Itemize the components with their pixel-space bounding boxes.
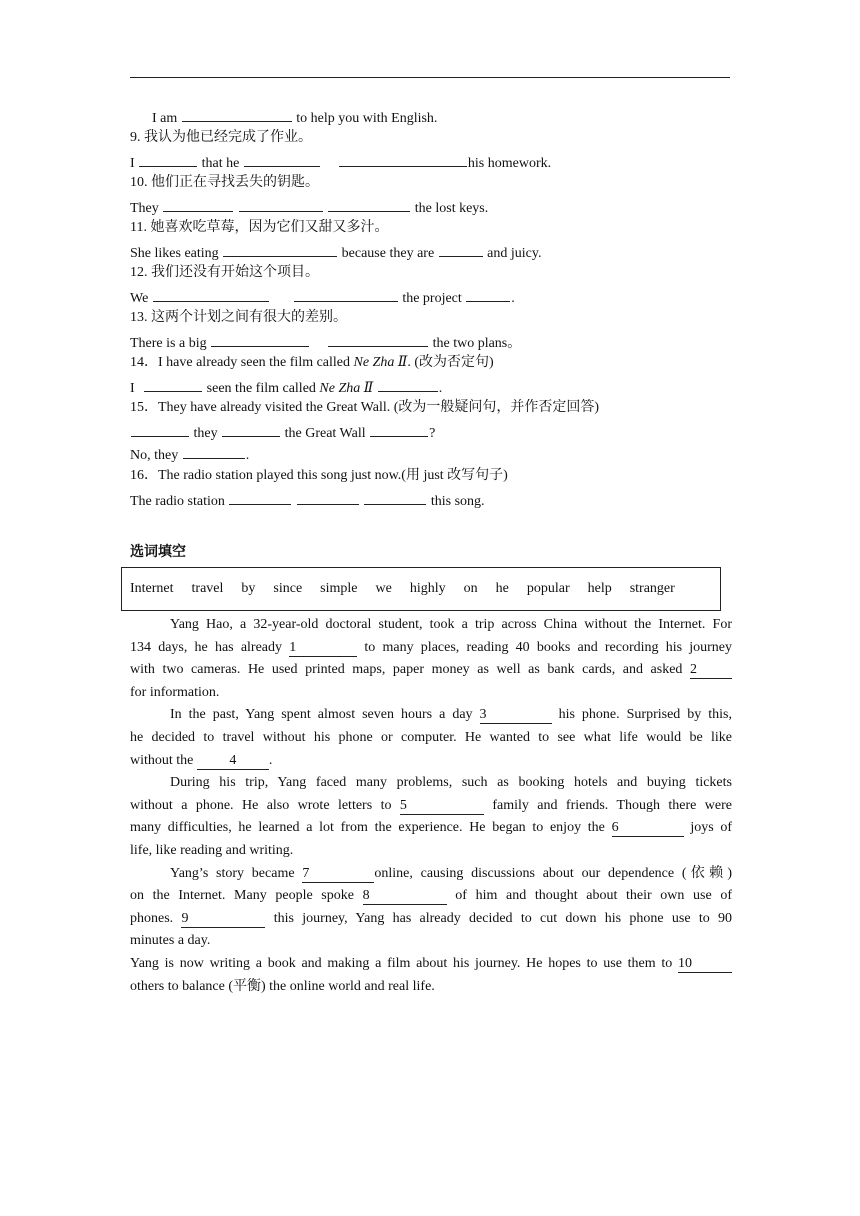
answer-blank[interactable] — [339, 152, 467, 167]
blank-8[interactable]: 8 — [363, 888, 447, 905]
word-bank-box — [121, 567, 721, 611]
passage-line: without the 4 . — [130, 752, 273, 768]
word-bank-item: help — [587, 581, 612, 596]
passage-line: he decided to travel without his phone or computer. He wanted to see what life would be like — [130, 729, 732, 745]
answer-blank[interactable] — [378, 377, 438, 392]
passage-line: without a phone. He also wrote letters to 5 family and friends. Though there were — [130, 797, 733, 813]
q13-prompt: 13. 这两个计划之间有很大的差别。 — [130, 310, 347, 325]
blank-10[interactable]: 10 — [678, 956, 732, 973]
q10-prompt: 10. 他们正在寻找丢失的钥匙。 — [130, 175, 319, 190]
passage-line: on the Internet. Many people spoke 8 of him and thought about their own use of — [130, 888, 733, 904]
word-bank-item: we — [375, 581, 392, 596]
answer-blank[interactable] — [239, 197, 323, 212]
word-bank-item: popular — [526, 581, 570, 596]
word-bank-item: he — [495, 581, 509, 596]
blank-9[interactable]: 9 — [181, 911, 265, 928]
answer-blank[interactable] — [131, 422, 189, 437]
q10-answer-line: They the lost keys. — [130, 197, 732, 218]
answer-blank[interactable] — [223, 242, 337, 257]
q14-prompt: 14．I have already seen the film called Ne Zha Ⅱ. (改为否定句) — [130, 355, 494, 370]
word-bank-item: simple — [320, 581, 358, 596]
q12-prompt: 12. 我们还没有开始这个项目。 — [130, 265, 319, 280]
answer-blank[interactable] — [328, 332, 428, 347]
answer-blank[interactable] — [163, 197, 233, 212]
passage-line: many difficulties, he learned a lot from the experience. He began to enjoy the 6 joys of — [130, 820, 733, 836]
q12-answer-line: We the project . — [130, 287, 732, 308]
word-bank-item: since — [273, 581, 303, 596]
answer-blank[interactable] — [182, 107, 292, 122]
answer-blank[interactable] — [222, 422, 280, 437]
passage-line: minutes a day. — [130, 933, 211, 949]
q14-answer-line: I seen the film called Ne Zha Ⅱ . — [130, 377, 732, 398]
answer-blank[interactable] — [297, 490, 359, 505]
q11-answer-line: She likes eating because they are and juicy. — [130, 242, 732, 263]
passage — [130, 614, 732, 998]
answer-blank[interactable] — [211, 332, 309, 347]
blank-3[interactable]: 3 — [480, 707, 552, 724]
answer-blank[interactable] — [439, 242, 483, 257]
header-rule — [130, 77, 730, 78]
answer-blank[interactable] — [183, 444, 245, 459]
passage-line: life, like reading and writing. — [130, 842, 294, 858]
passage-line: others to balance (平衡) the online world and real life. — [130, 978, 435, 994]
blank-6[interactable]: 6 — [612, 820, 684, 837]
answer-blank[interactable] — [364, 490, 426, 505]
passage-line: 134 days, he has already 1 to many places, reading 40 books and recording his journey — [130, 639, 733, 655]
q15-prompt: 15．They have already visited the Great Wall. (改为一般疑问句，并作否定回答) — [130, 400, 600, 415]
blank-2[interactable]: 2 — [690, 662, 732, 679]
answer-blank[interactable] — [144, 377, 202, 392]
q11-prompt: 11. 她喜欢吃草莓，因为它们又甜又多汁。 — [130, 220, 389, 235]
word-bank-item: by — [241, 581, 256, 596]
answer-blank[interactable] — [370, 422, 428, 437]
word-bank-item: travel — [191, 581, 224, 596]
blank-7[interactable]: 7 — [302, 866, 374, 883]
word-bank-item: highly — [409, 581, 446, 596]
passage-line: During his trip, Yang faced many problems, such as booking hotels and buying tickets — [170, 775, 732, 791]
word-bank-item: on — [463, 581, 478, 596]
passage-line: Yang is now writing a book and making a film about his journey. He hopes to use them to 10 — [130, 953, 732, 976]
answer-blank[interactable] — [294, 287, 398, 302]
blank-1[interactable]: 1 — [289, 640, 357, 657]
passage-line: In the past, Yang spent almost seven hours a day 3 his phone. Surprised by this, — [170, 707, 733, 723]
passage-line: with two cameras. He used printed maps, paper money as well as bank cards, and asked 2 — [130, 659, 732, 682]
answer-blank[interactable] — [153, 287, 269, 302]
q13-answer-line: There is a big the two plans。 — [130, 332, 732, 353]
word-bank-item: stranger — [629, 581, 675, 596]
answer-blank[interactable] — [328, 197, 410, 212]
q15-answer-line: they the Great Wall ? — [130, 422, 732, 443]
q16-prompt: 16．The radio station played this song just now.(用 just 改写句子) — [130, 468, 508, 483]
passage-line: Yang’s story became 7 online, causing discussions about our dependence (依赖) — [170, 865, 732, 881]
q9-answer-line: I that he his homework. — [130, 152, 732, 173]
passage-line: Yang Hao, a 32-year-old doctoral student, took a trip across China without the Internet. For — [170, 617, 732, 632]
answer-blank[interactable] — [139, 152, 197, 167]
blank-4[interactable]: 4 — [197, 753, 269, 770]
passage-line: for information. — [130, 684, 220, 700]
q15-short-answer-line: No, they . — [130, 444, 732, 465]
blank-5[interactable]: 5 — [400, 798, 484, 815]
word-bank-item: Internet — [130, 581, 174, 596]
passage-line: phones. 9 this journey, Yang has already decided to cut down his phone use to 90 — [130, 910, 733, 926]
answer-blank[interactable] — [466, 287, 510, 302]
section-title: 选词填空 — [130, 544, 186, 560]
q9-prompt: 9. 我认为他已经完成了作业。 — [130, 130, 312, 145]
answer-blank[interactable] — [244, 152, 320, 167]
q16-answer-line: The radio station this song. — [130, 490, 732, 511]
exercise-line-i-am: I am to help you with English. — [130, 107, 754, 128]
answer-blank[interactable] — [229, 490, 291, 505]
